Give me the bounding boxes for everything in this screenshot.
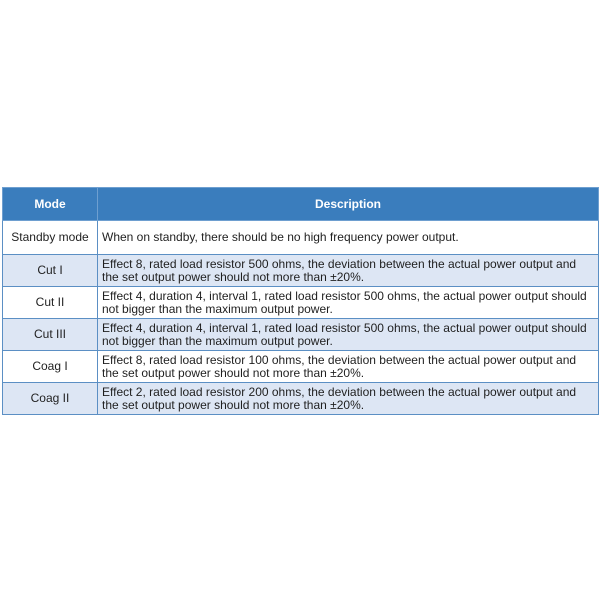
table-row xyxy=(3,287,599,319)
table-row xyxy=(3,221,599,255)
description-cell: Effect 4, duration 4, interval 1, rated load resistor 500 ohms, the actual power output should not bigger than the maximum output power. xyxy=(98,319,599,351)
table-row xyxy=(3,255,599,287)
mode-description-table xyxy=(2,187,599,415)
table-row xyxy=(3,383,599,415)
description-cell: Effect 8, rated load resistor 500 ohms, the deviation between the actual power output and the set output power should not more than ±20%. xyxy=(98,255,599,287)
header-description: Description xyxy=(98,188,599,221)
mode-cell: Standby mode xyxy=(3,221,98,255)
table-header-row xyxy=(3,188,599,221)
table-row xyxy=(3,319,599,351)
description-cell: Effect 8, rated load resistor 100 ohms, the deviation between the actual power output and the set output power should not more than ±20%. xyxy=(98,351,599,383)
table-row xyxy=(3,351,599,383)
header-mode: Mode xyxy=(3,188,98,221)
description-cell: Effect 2, rated load resistor 200 ohms, the deviation between the actual power output and the set output power should not more than ±20%. xyxy=(98,383,599,415)
mode-cell: Cut II xyxy=(3,287,98,319)
description-cell: When on standby, there should be no high frequency power output. xyxy=(98,221,599,255)
mode-cell: Cut I xyxy=(3,255,98,287)
mode-cell: Coag I xyxy=(3,351,98,383)
mode-cell: Coag II xyxy=(3,383,98,415)
mode-cell: Cut III xyxy=(3,319,98,351)
description-cell: Effect 4, duration 4, interval 1, rated load resistor 500 ohms, the actual power output should not bigger than the maximum output power. xyxy=(98,287,599,319)
